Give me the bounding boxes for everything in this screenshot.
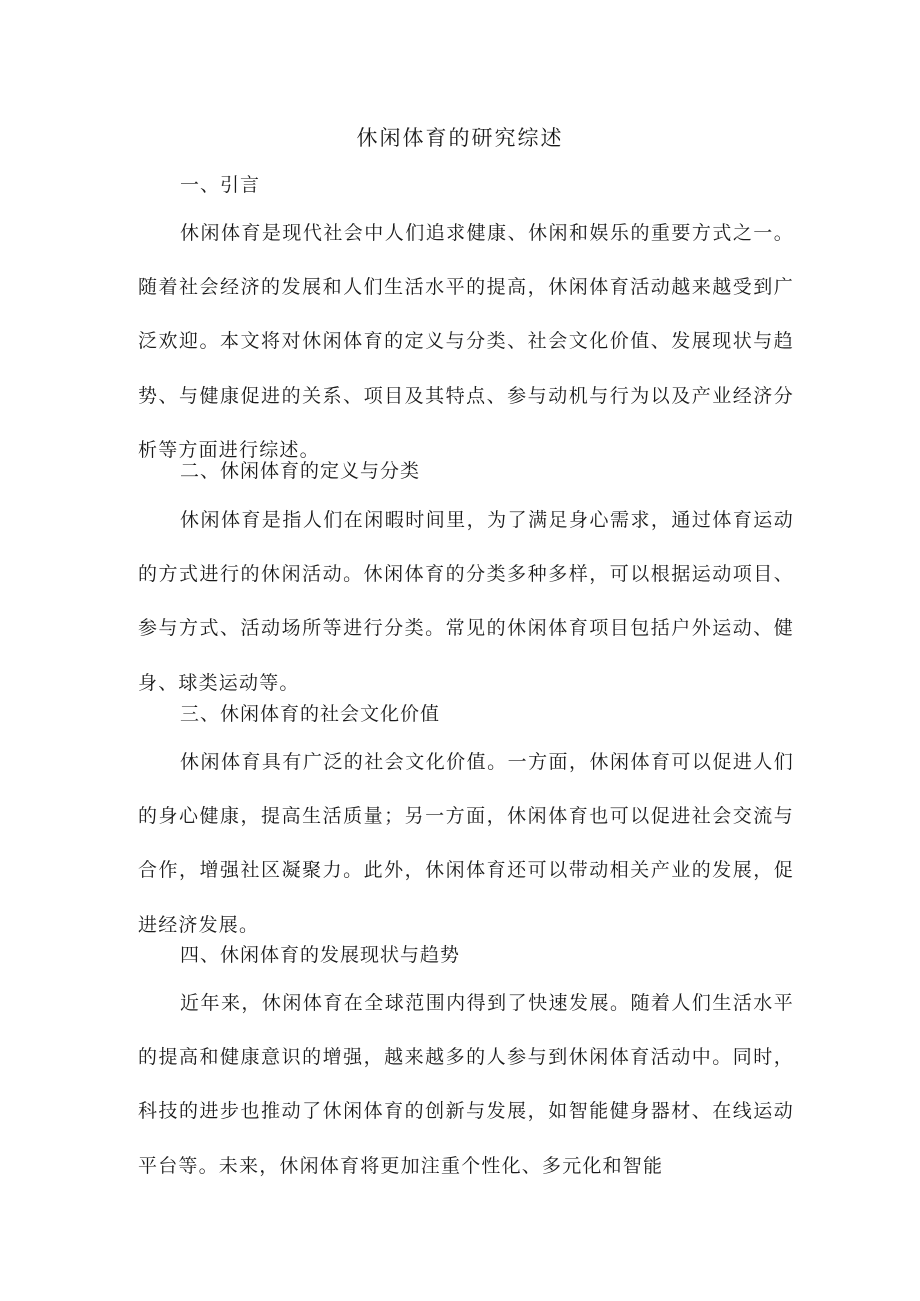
- page-title: 休闲体育的研究综述: [356, 126, 564, 150]
- section-heading-definition: 二、休闲体育的定义与分类: [180, 460, 421, 482]
- section-paragraph-definition: 休闲体育是指人们在闲暇时间里，为了满足身心需求，通过体育运动的方式进行的休闲活动。休闲体育的分类多种多样，可以根据运动项目、参与方式、活动场所等进行分类。常见的休闲体育项目包括户外运动、健身、球类运动等。: [138, 509, 794, 694]
- section-paragraph-trends: 近年来，休闲体育在全球范围内得到了快速发展。随着人们生活水平的提高和健康意识的增强，越来越多的人参与到休闲体育活动中。同时，科技的进步也推动了休闲体育的创新与发展，如智能健身器材、在线运动平台等。未来，休闲体育将更加注重个性化、多元化和智能: [138, 992, 794, 1177]
- section-paragraph-social-value: 休闲体育具有广泛的社会文化价值。一方面，休闲体育可以促进人们的身心健康，提高生活质量；另一方面，休闲体育也可以促进社会交流与合作，增强社区凝聚力。此外，休闲体育还可以带动相关产业的发展，促进经济发展。: [138, 751, 794, 936]
- section-heading-trends: 四、休闲体育的发展现状与趋势: [180, 944, 461, 966]
- section-paragraph-introduction: 休闲体育是现代社会中人们追求健康、休闲和娱乐的重要方式之一。随着社会经济的发展和人们生活水平的提高，休闲体育活动越来越受到广泛欢迎。本文将对休闲体育的定义与分类、社会文化价值、发展现状与趋势、与健康促进的关系、项目及其特点、参与动机与行为以及产业经济分析等方面进行综述。: [138, 222, 794, 461]
- section-heading-introduction: 一、引言: [180, 174, 261, 196]
- section-heading-social-value: 三、休闲体育的社会文化价值: [180, 703, 441, 725]
